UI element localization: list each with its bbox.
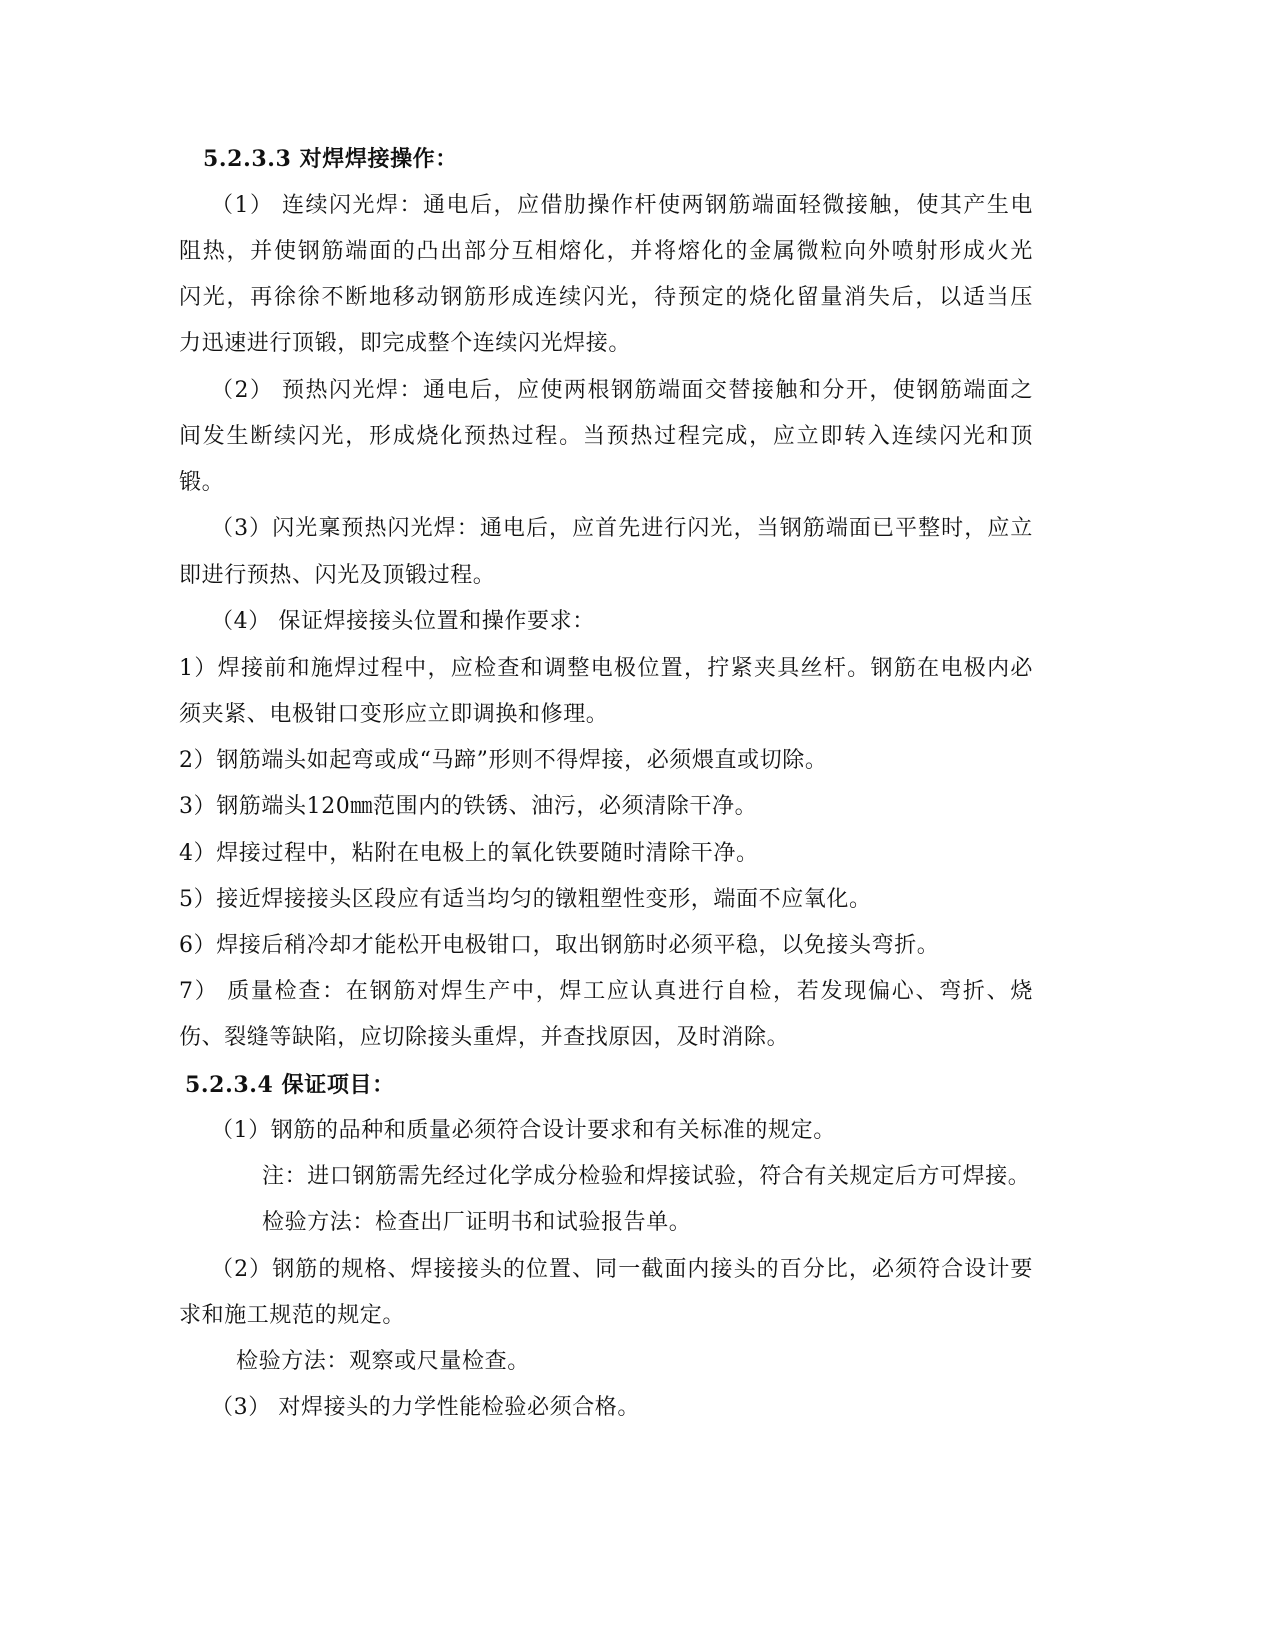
section-heading-5-2-3-4: 5.2.3.4 保证项目：: [185, 1072, 395, 1098]
paragraph-continuous-flash-line-4: 力迅速进行顶锻，即完成整个连续闪光焊接。: [179, 331, 632, 356]
list-item-1-line-1: 1）焊接前和施焊过程中，应检查和调整电极位置，拧紧夹具丝杆。钢筋在电极内必: [179, 656, 1033, 681]
guarantee-item-1-method: 检验方法：检查出厂证明书和试验报告单。: [262, 1210, 692, 1235]
list-item-7-line-2: 伤、裂缝等缺陷，应切除接头重焊，并查找原因，及时消除。: [179, 1025, 790, 1050]
paragraph-flash-preheat-line-1: （3）闪光稟预热闪光焊：通电后，应首先进行闪光，当钢筋端面已平整时，应立: [211, 516, 1033, 541]
list-item-3: 3）钢筋端头120㎜范围内的铁锈、油污，必须清除干净。: [179, 794, 758, 819]
paragraph-preheat-flash-line-2: 间发生断续闪光，形成烧化预热过程。当预热过程完成，应立即转入连续闪光和顶: [179, 424, 1033, 449]
paragraph-preheat-flash-line-3: 锻。: [179, 470, 225, 495]
paragraph-continuous-flash-line-1: （1） 连续闪光焊：通电后，应借肋操作杆使两钢筋端面轻微接触，使其产生电: [211, 193, 1033, 218]
section-heading-5-2-3-3: 5.2.3.3 对焊焊接操作：: [203, 146, 458, 172]
guarantee-item-1-note: 注：进口钢筋需先经过化学成分检验和焊接试验，符合有关规定后方可焊接。: [262, 1164, 1031, 1189]
list-item-6: 6）焊接后稍冷却才能松开电极钳口，取出钢筋时必须平稳，以免接头弯折。: [179, 933, 940, 958]
guarantee-item-2-line-2: 求和施工规范的规定。: [179, 1303, 406, 1328]
list-item-5: 5）接近焊接接头区段应有适当均匀的镦粗塑性变形，端面不应氧化。: [179, 887, 872, 912]
guarantee-item-2-method: 检验方法：观察或尺量检查。: [236, 1349, 530, 1374]
list-item-1-line-2: 须夹紧、电极钳口变形应立即调换和修理。: [179, 702, 609, 727]
guarantee-item-2-line-1: （2）钢筋的规格、焊接接头的位置、同一截面内接头的百分比，必须符合设计要: [211, 1257, 1033, 1282]
list-item-7-line-1: 7） 质量检查：在钢筋对焊生产中，焊工应认真进行自检，若发现偏心、弯折、烧: [179, 979, 1033, 1004]
list-item-2: 2）钢筋端头如起弯或成“马蹄”形则不得焊接，必须煨直或切除。: [179, 748, 828, 773]
paragraph-continuous-flash-line-2: 阻热，并使钢筋端面的凸出部分互相熔化，并将熔化的金属微粒向外喷射形成火光: [179, 239, 1033, 264]
list-item-4: 4）焊接过程中，粘附在电极上的氧化铁要随时清除干净。: [179, 841, 759, 866]
paragraph-flash-preheat-line-2: 即进行预热、闪光及顶锻过程。: [179, 563, 496, 588]
paragraph-preheat-flash-line-1: （2） 预热闪光焊：通电后，应使两根钢筋端面交替接触和分开，使钢筋端面之: [211, 378, 1033, 403]
paragraph-continuous-flash-line-3: 闪光，再徐徐不断地移动钢筋形成连续闪光，待预定的烧化留量消失后，以适当压: [179, 285, 1033, 310]
guarantee-item-3: （3） 对焊接头的力学性能检验必须合格。: [211, 1395, 640, 1420]
guarantee-item-1: （1）钢筋的品种和质量必须符合设计要求和有关标准的规定。: [211, 1118, 836, 1143]
paragraph-joint-requirements: （4） 保证焊接接头位置和操作要求：: [211, 609, 595, 634]
